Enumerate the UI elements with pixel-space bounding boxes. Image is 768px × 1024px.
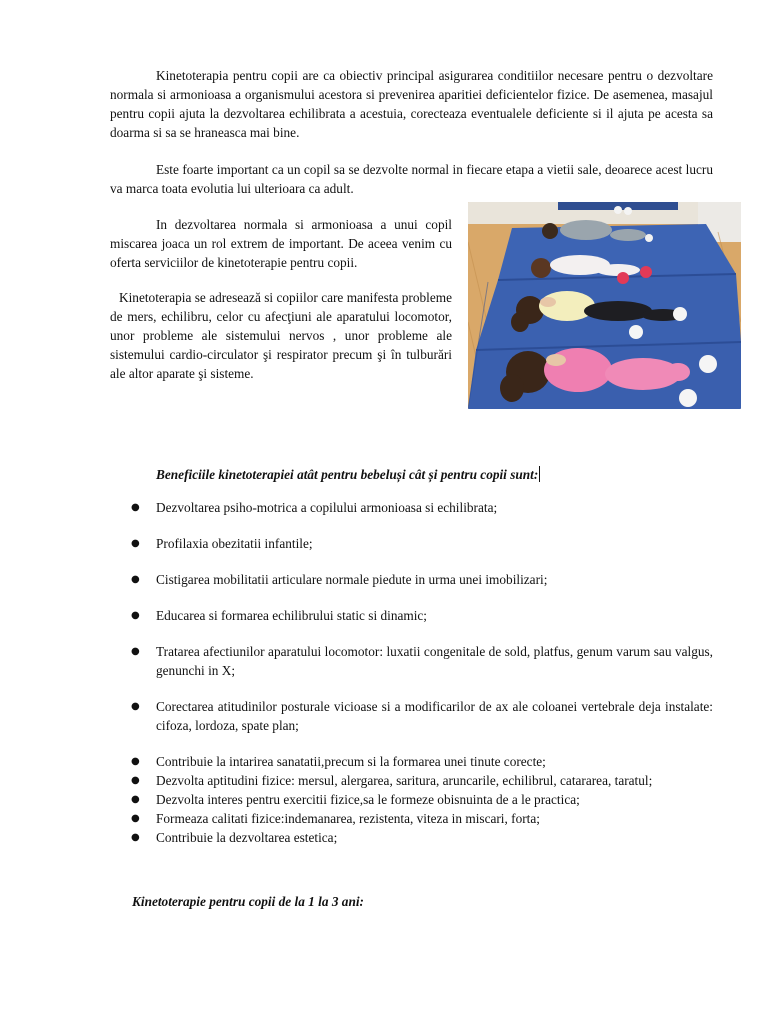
benefits-heading-text: Beneficiile kinetoterapiei atât pentru bebeluși cât și pentru copii sunt: (156, 467, 539, 482)
list-item: ● Dezvolta aptitudini fizice: mersul, alergarea, saritura, aruncarile, echilibrul, catararea, taratul; (131, 773, 653, 788)
document-page (110, 66, 713, 911)
age-section-heading: Kinetoterapie pentru copii de la 1 la 3 ani: (132, 894, 364, 909)
list-item: ● Formeaza calitati fizice:indemanarea, rezistenta, viteza in miscari, forta; (131, 811, 540, 826)
addressed-conditions-paragraph: Kinetoterapia se adresează si copiilor care manifesta probleme de mers, echilibru, celor cu afecţiuni ale aparatului locomotor, unor probleme ale sistemului nervos , unor probleme ale sistemului cardio-circulator şi respirator precum şi în tulburări ale altor aparate şi sisteme. (110, 290, 452, 381)
bullet-icon: ● (131, 502, 140, 513)
intro-paragraph: Kinetoterapia pentru copii are ca obiectiv principal asigurarea conditiilor necesare pentru o dezvoltare normala si armonioasa a organismului acestora si prevenirea aparitiei deficientelor fizice. De asemenea, masajul pentru copii ajuta la dezvoltarea echilibrata a acestuia, corecteaza eventualele deficiente si il ajuta pe acesta sa doarma si sa se hraneasca mai bine. (110, 68, 713, 140)
bullet-icon: ● (131, 610, 140, 621)
benefits-list (110, 498, 713, 847)
list-item: ● Educarea si formarea echilibrului static si dinamic; (131, 608, 428, 623)
bullet-icon: ● (131, 813, 140, 824)
bullet-icon: ● (131, 832, 140, 843)
importance-paragraph-text: Este foarte important ca un copil sa se dezvolte normal in fiecare etapa a vietii sale, deoarece acest lucru va marca toata evolutia lui ulterioara ca adult. (110, 162, 713, 196)
benefits-heading (156, 465, 713, 484)
text-cursor (539, 466, 540, 482)
bullet-icon: ● (131, 756, 140, 767)
children-exercise-photo (468, 202, 741, 409)
bullet-icon: ● (131, 701, 140, 712)
list-item: ● Contribuie la dezvoltarea estetica; (131, 830, 338, 845)
list-item: ● Corectarea atitudinilor posturale vicioase si a modificarilor de ax ale coloanei vertebrale deja instalate: cifoza, lordoza, spate plan; (131, 699, 713, 733)
text-with-photo-block (110, 160, 713, 413)
bullet-icon: ● (131, 538, 140, 549)
importance-paragraph-start (110, 160, 713, 198)
bullet-icon: ● (131, 794, 140, 805)
list-item: ● Tratarea afectiunilor aparatului locomotor: luxatii congenitale de sold, platfus, genum varum sau valgus, genunchi in X; (131, 644, 713, 678)
list-item: ● Dezvolta interes pentru exercitii fizice,sa le formeze obisnuinta de a le practica; (131, 792, 580, 807)
list-item: ● Cistigarea mobilitatii articulare normale piedute in urma unei imobilizari; (131, 572, 548, 587)
bullet-icon: ● (131, 574, 140, 585)
list-item: ● Dezvoltarea psiho-motrica a copilului armonioasa si echilibrata; (131, 500, 498, 515)
list-item: ● Profilaxia obezitatii infantile; (131, 536, 313, 551)
list-item: ● Contribuie la intarirea sanatatii,precum si la formarea unei tinute corecte; (131, 754, 546, 769)
bullet-icon: ● (131, 775, 140, 786)
bullet-icon: ● (131, 646, 140, 657)
movement-paragraph: In dezvoltarea normala si armonioasa a unui copil miscarea joaca un rol extrem de important. De aceea venim cu oferta serviciilor de kinetoterapie pentru copii. (110, 217, 452, 270)
